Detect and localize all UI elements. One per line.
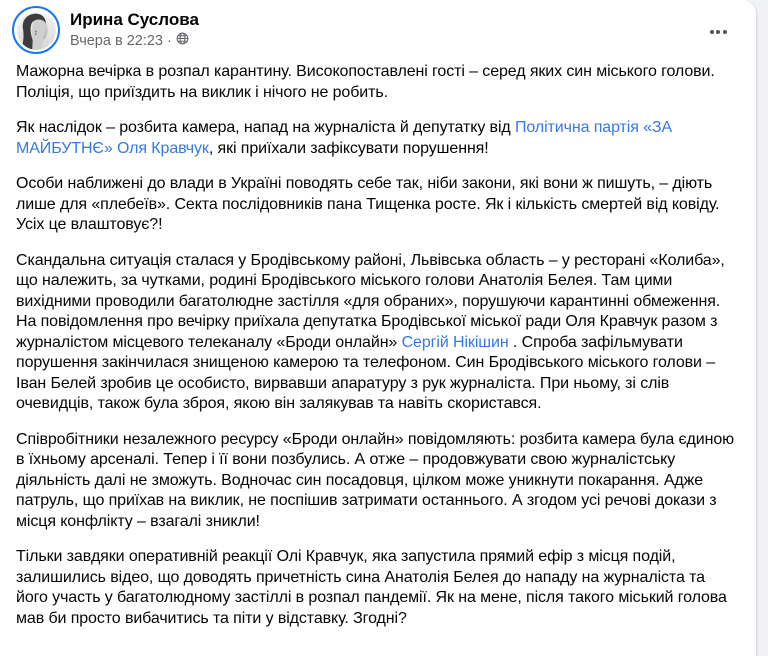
post-paragraph bbox=[16, 251, 740, 415]
post-paragraph bbox=[16, 174, 740, 236]
post-inline-link[interactable]: Оля Кравчук bbox=[116, 139, 209, 157]
ellipsis-icon bbox=[710, 30, 714, 34]
post-text: Мажорна вечірка в розпал карантину. Високопоставлені гості – серед яких син міського голови. Поліція, що приїздить на виклик і нічого не робить. bbox=[16, 63, 715, 101]
post-paragraph bbox=[16, 430, 740, 533]
author-name[interactable]: Ирина Суслова bbox=[70, 10, 199, 29]
globe-icon bbox=[176, 32, 189, 51]
post-text: . Спроба зафільмувати порушення закінчилася знищеною камерою та телефоном. Син Бродівського міського голови – Іван Белей зробив це особисто, вирвавши апаратуру з рук журналіста. При ньому, зі слів очевидців, також була зброя, якою він залякував та навіть скористався. bbox=[16, 333, 716, 412]
post-paragraph bbox=[16, 118, 740, 159]
post-meta-line bbox=[70, 31, 199, 51]
profile-photo bbox=[17, 11, 56, 50]
post-text: Співробітники незалежного ресурсу «Броди онлайн» повідомляють: розбита камера була єдиною в їхньому арсеналі. Тепер і її вони позбулись. А отже – продовжувати свою журналістську діяльність далі не зможуть. Водночас син посадовця, цілком може уникнути покарання. Адже патруль, що приїхав на виклик, не поспішив затримати останнього. А згодом усі речові докази з місця конфлікту – взагалі зникли! bbox=[16, 430, 735, 530]
post-paragraph bbox=[16, 62, 740, 103]
post-text: Тільки завдяки оперативній реакції Олі Кравчук, яка запустила прямий ефір з місця подій, залишились відео, що доводять причетність сина Анатолія Белея до нападу на журналіста та його участь у багатолюдному застіллі в розпал пандемії. Як на мене, після такого міський голова мав би просто вибачитись та піти у відставку. Згодні? bbox=[16, 548, 727, 627]
meta-separator: · bbox=[166, 32, 172, 49]
post-text: Скандальна ситуація сталася у Бродівському районі, Львівська область – у ресторані «Колиба», що належить, за чутками, родині Бродівського міського голови Анатолія Белея. Там цими вихідними проводили багатолюдне застілля «для обраних», порушуючи карантинні обмеження. На повідомлення про вечірку приїхала депутатка Бродівської міської ради Оля Кравчук разом з журналістом місцевого телеканалу «Броди онлайн» bbox=[16, 251, 725, 351]
post-text: Особи наближені до влади в Україні поводять себе так, ніби закони, які вони ж пишуть, – діють лише для «плебеїв». Секта послідовників пана Тищенка росте. Як і кількість смертей від ковіду. Усіх це влаштовує?! bbox=[16, 175, 720, 233]
post-text: Як наслідок – розбита камера, напад на журналіста й депутатку від bbox=[16, 119, 515, 136]
post-timestamp[interactable]: Вчера в 22:23 bbox=[70, 32, 163, 49]
post-paragraph bbox=[16, 547, 740, 629]
post-header bbox=[0, 0, 756, 60]
post-inline-link[interactable]: Сергій Нікішин bbox=[401, 333, 509, 351]
post-body bbox=[0, 60, 756, 629]
avatar[interactable] bbox=[12, 6, 60, 54]
post-inline-link[interactable]: Політична партія «ЗА МАЙБУТНЄ» bbox=[16, 119, 673, 157]
post-text: , які приїхали зафіксувати порушення! bbox=[208, 139, 489, 157]
post-options-button[interactable] bbox=[702, 18, 734, 46]
header-meta bbox=[70, 6, 199, 51]
